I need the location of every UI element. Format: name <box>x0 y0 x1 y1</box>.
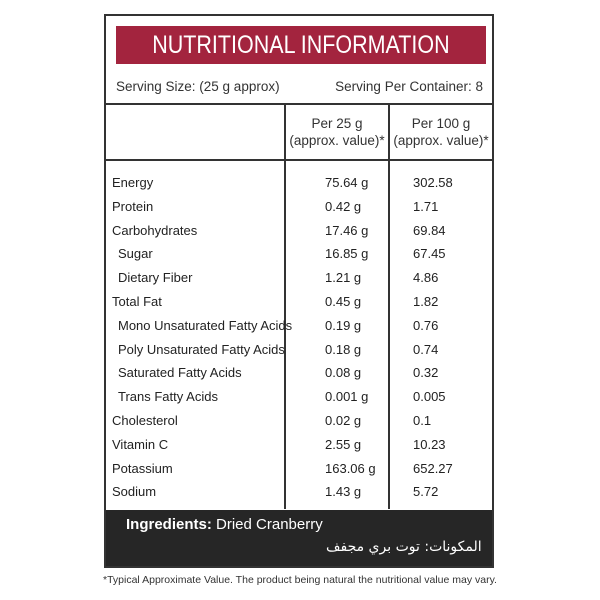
column-header-per100-line1: Per 100 g <box>411 116 471 131</box>
value-per25: 0.42 g <box>325 198 362 214</box>
value-per25: 0.02 g <box>325 412 362 428</box>
value-per25: 0.08 g <box>325 365 362 381</box>
value-per100: 0.74 <box>413 341 439 357</box>
divider-header <box>106 159 492 161</box>
nutrient-rows <box>106 171 492 504</box>
value-per100: 10.23 <box>413 436 446 452</box>
nutrient-name: Sugar <box>118 246 153 262</box>
value-per100: 69.84 <box>413 222 446 238</box>
column-header-per100-line2: (approx. value)* <box>393 133 489 148</box>
nutrient-name: Total Fat <box>112 293 162 309</box>
value-per100: 302.58 <box>413 175 453 190</box>
value-per25: 1.21 g <box>325 270 362 286</box>
value-per100: 5.72 <box>413 484 439 500</box>
nutrient-name: Poly Unsaturated Fatty Acids <box>118 341 285 357</box>
table-row <box>106 314 492 338</box>
serving-info <box>106 71 492 105</box>
value-per25: 0.18 g <box>325 341 362 357</box>
table-row <box>106 385 492 409</box>
nutrient-name: Saturated Fatty Acids <box>118 365 242 381</box>
value-per100: 652.27 <box>413 460 453 476</box>
value-per25: 0.001 g <box>325 389 369 405</box>
value-per100: 4.86 <box>413 270 439 286</box>
value-per100: 0.76 <box>413 317 439 333</box>
value-per25: 163.06 g <box>325 460 376 476</box>
table-row <box>106 195 492 219</box>
value-per100: 0.32 <box>413 365 439 381</box>
table-row <box>106 361 492 385</box>
table-row <box>106 266 492 290</box>
nutrient-name: Energy <box>112 175 154 190</box>
value-per25: 0.19 g <box>325 317 362 333</box>
ingredients-value: Dried Cranberry <box>211 516 323 533</box>
column-header-per100 <box>390 115 492 149</box>
nutrient-name: Mono Unsaturated Fatty Acids <box>118 317 293 333</box>
ingredients-section <box>106 510 492 566</box>
table-row <box>106 242 492 266</box>
title-banner <box>116 26 486 64</box>
value-per25: 1.43 g <box>325 484 362 500</box>
table-row <box>106 290 492 314</box>
nutrient-name: Dietary Fiber <box>118 270 193 286</box>
value-per100: 0.005 <box>413 389 446 405</box>
value-per100: 67.45 <box>413 246 446 262</box>
table-row <box>106 457 492 481</box>
value-per25: 17.46 g <box>325 222 369 238</box>
nutrition-panel <box>104 14 494 568</box>
column-header-per25 <box>286 115 388 149</box>
nutrient-name: Trans Fatty Acids <box>118 389 218 405</box>
nutrient-name: Sodium <box>112 484 157 500</box>
value-per25: 16.85 g <box>325 246 369 262</box>
footnote: *Typical Approximate Value. The product being natural the nutritional value may vary. <box>103 574 497 586</box>
title: NUTRITIONAL INFORMATION <box>152 30 450 59</box>
ingredients-label: Ingredients: <box>126 516 212 533</box>
table-row <box>106 219 492 243</box>
ingredients-english <box>126 516 323 533</box>
value-per25: 75.64 g <box>325 175 369 190</box>
value-per25: 0.45 g <box>325 293 362 309</box>
column-header-per25-line1: Per 25 g <box>311 116 363 131</box>
ingredients-arabic: المكونات: توت بري مجفف <box>326 539 482 555</box>
table-row <box>106 480 492 504</box>
column-header-per25-line2: (approx. value)* <box>289 133 385 148</box>
table-row <box>106 171 492 195</box>
nutrient-name: Cholesterol <box>112 412 178 428</box>
nutrient-name: Vitamin C <box>112 436 169 452</box>
value-per25: 2.55 g <box>325 436 362 452</box>
value-per100: 1.71 <box>413 198 439 214</box>
value-per100: 1.82 <box>413 293 439 309</box>
serving-size: Serving Size: (25 g approx) <box>116 79 280 94</box>
divider-serving <box>106 103 492 105</box>
nutrient-name: Carbohydrates <box>112 222 198 238</box>
serving-per-container: Serving Per Container: 8 <box>335 79 483 94</box>
nutrient-name: Protein <box>112 198 154 214</box>
table-row <box>106 409 492 433</box>
table-row <box>106 433 492 457</box>
table-row <box>106 338 492 362</box>
nutrient-name: Potassium <box>112 460 173 476</box>
value-per100: 0.1 <box>413 412 432 428</box>
